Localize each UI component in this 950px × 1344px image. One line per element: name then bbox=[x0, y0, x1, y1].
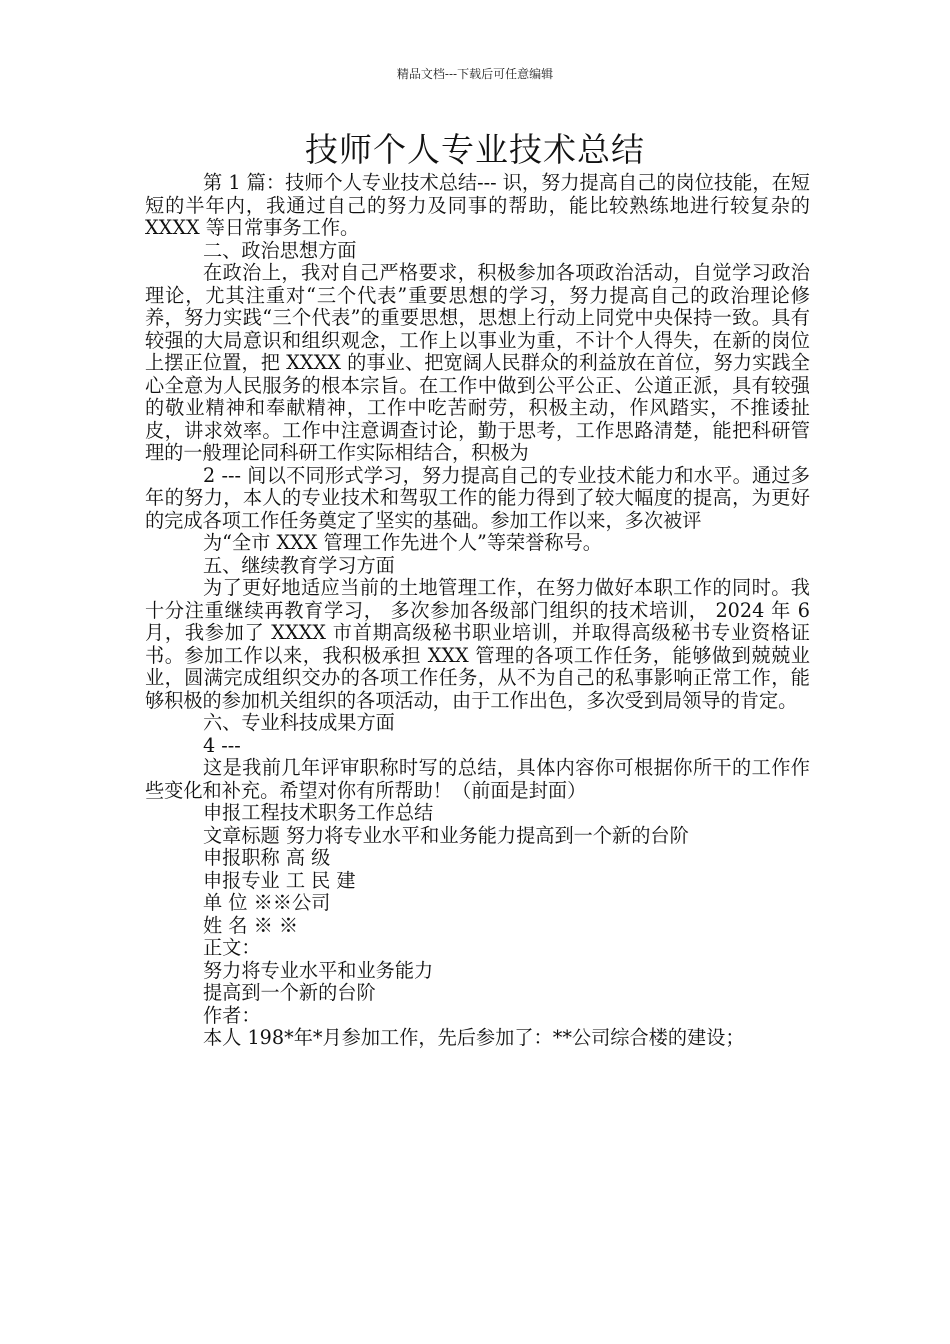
body-paragraph: 2 --- 间以不同形式学习，努力提高自己的专业技术能力和水平。通过多年的努力，本人的专业技术和驾驭工作的能力得到了较大幅度的提高，为更好的完成各项工作任务奠定了坚实的基础。参加工作以来，多次被评 bbox=[145, 463, 810, 532]
body-paragraph: 这是我前几年评审职称时写的总结，具体内容你可根据你所干的工作作些变化和补充。希望对你有所帮助！（前面是封面） bbox=[145, 756, 810, 802]
body-paragraph: 为了更好地适应当前的土地管理工作，在努力做好本职工作的同时。我十分注重继续再教育学习， 多次参加各级部门组织的技术培训， 2024 年 6 月，我参加了 XXXX 市首期高级秘书职业培训，并取得高级秘书专业资格证书。参加工作以来，我积极承担 XXX 管理的各项工作任务，能够做到兢兢业业，圆满完成组织交办的各项工作任务，从不为自己的私事影响正常工作，能够积极的参加机关组织的各项活动，由于工作出色，多次受到局领导的肯定。 bbox=[145, 576, 810, 712]
body-paragraph: 为“全市 XXX 管理工作先进个人”等荣誉称号。 bbox=[203, 531, 602, 554]
body-line: 姓 名 ※ ※ bbox=[203, 913, 299, 937]
document-body bbox=[145, 172, 810, 1050]
body-line: 六、专业科技成果方面 bbox=[203, 711, 395, 734]
body-line: 本人 198*年*月参加工作，先后参加了：**公司综合楼的建设； bbox=[203, 1026, 745, 1049]
body-line: 申报职称 高 级 bbox=[203, 846, 331, 869]
body-line: 二、政治思想方面 bbox=[203, 238, 357, 262]
body-line: 提高到一个新的台阶 bbox=[203, 981, 376, 1004]
document-title: 技师个人专业技术总结 bbox=[305, 130, 645, 169]
body-paragraph: 第 1 篇：技师个人专业技术总结--- 识，努力提高自己的岗位技能，在短短的半年内，我通过自己的努力及同事的帮助，能比较熟练地进行较复杂的 XXXX 等日常事务工作。 bbox=[145, 171, 810, 239]
body-line: 单 位 ※※公司 bbox=[203, 891, 331, 914]
body-line: 五、继续教育学习方面 bbox=[203, 553, 395, 577]
body-line: 努力将专业水平和业务能力 bbox=[203, 958, 434, 982]
body-line: 文章标题 努力将专业水平和业务能力提高到一个新的台阶 bbox=[203, 823, 689, 847]
body-line: 申报工程技术职务工作总结 bbox=[203, 801, 434, 824]
body-line: 作者： bbox=[203, 1003, 261, 1027]
body-line: 4 --- bbox=[203, 733, 241, 757]
body-paragraph: 在政治上，我对自己严格要求，积极参加各项政治活动，自觉学习政治理论，尤其注重对“三个代表”重要思想的学习，努力提高自己的政治理论修养，努力实践“三个代表”的重要思想，思想上行动上同党中央保持一致。具有较强的大局意识和组织观念，工作上以事业为重，不计个人得失，在新的岗位上摆正位置，把 XXXX 的事业、把宽阔人民群众的利益放在首位，努力实践全心全意为人民服务的根本宗旨。在工作中做到公平公正、公道正派，具有较强的敬业精神和奉献精神，工作中吃苦耐劳，积极主动，作风踏实，不推诿扯皮，讲求效率。工作中注意调查讨论，勤于思考，工作思路清楚，能把科研管理的一般理论同科研工作实际相结合，积极为 bbox=[145, 261, 810, 464]
header-note: 精品文档---下载后可任意编辑 bbox=[396, 67, 554, 81]
body-line: 申报专业 工 民 建 bbox=[203, 868, 356, 892]
body-line: 正文： bbox=[203, 936, 261, 959]
